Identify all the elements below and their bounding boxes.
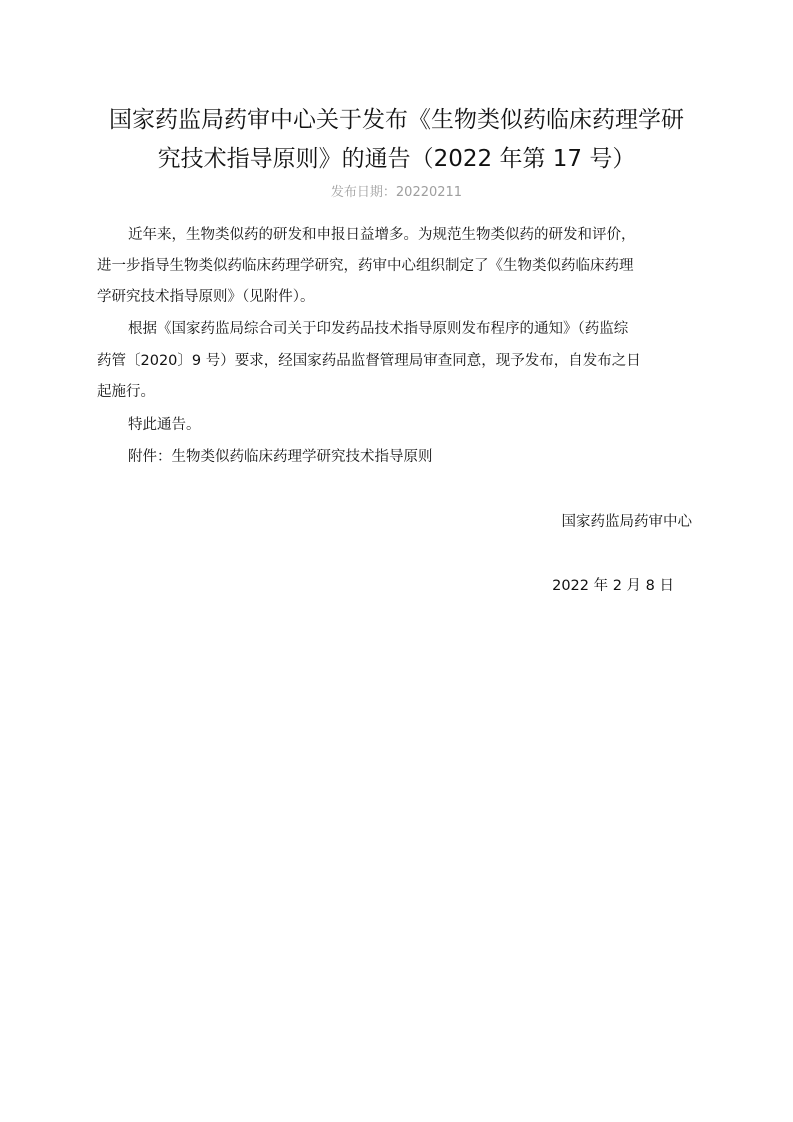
signature-organization: 国家药监局药审中心 — [561, 514, 692, 530]
signature-date: 2022 年 2 月 8 日 — [552, 578, 674, 594]
closing-statement: 特此通告。 — [128, 417, 201, 433]
publish-date: 发布日期：20220211 — [330, 185, 463, 200]
paragraph-2-line-1: 根据《国家药监局综合司关于印发药品技术指导原则发布程序的通知》（药监综 — [128, 321, 629, 337]
paragraph-2-line-2: 药管〔2020〕9 号）要求，经国家药品监督管理局审查同意，现予发布，自发布之日 — [97, 353, 641, 369]
paragraph-2-line-3: 起施行。 — [97, 384, 155, 400]
attachment-line[interactable]: 附件：生物类似药临床药理学研究技术指导原则 — [128, 449, 433, 465]
notice-title-line-1: 国家药监局药审中心关于发布《生物类似药临床药理学研 — [109, 107, 684, 133]
notice-title-line-2: 究技术指导原则》的通告（2022 年第 17 号） — [157, 146, 636, 172]
paragraph-1-line-3: 学研究技术指导原则》（见附件）。 — [97, 289, 315, 305]
paragraph-1-line-2: 进一步指导生物类似药临床药理学研究，药审中心组织制定了《生物类似药临床药理 — [97, 258, 634, 274]
paragraph-1-line-1: 近年来，生物类似药的研发和申报日益增多。为规范生物类似药的研发和评价， — [128, 227, 636, 243]
